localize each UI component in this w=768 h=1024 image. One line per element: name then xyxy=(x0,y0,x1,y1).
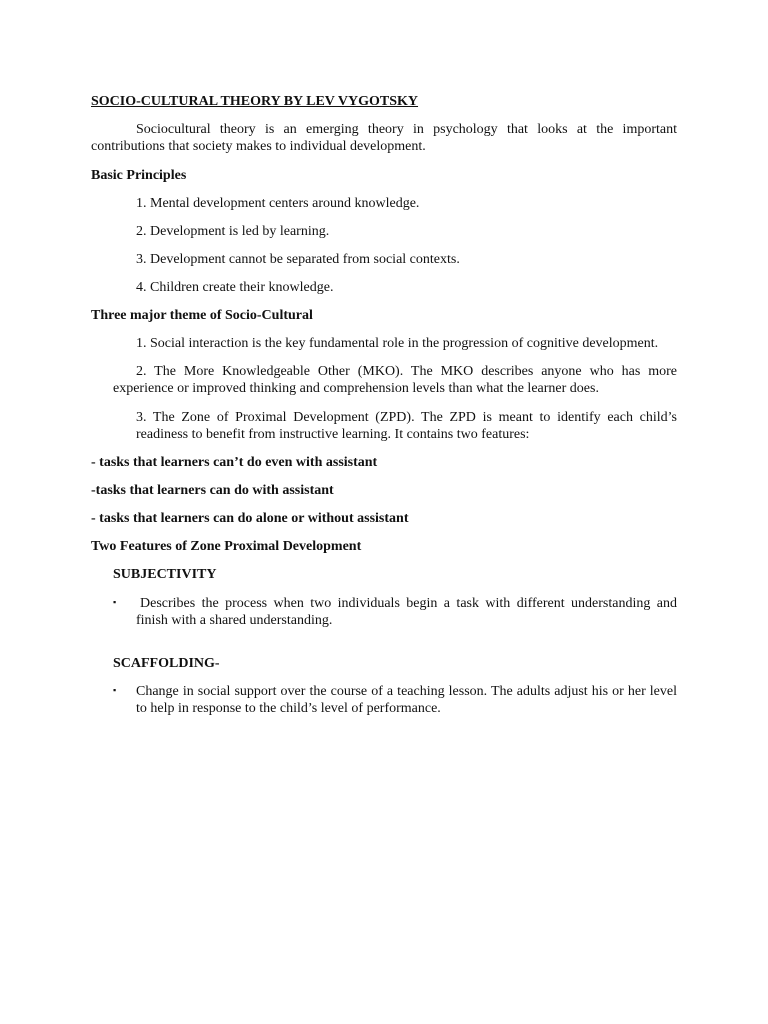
square-bullet-icon: ▪ xyxy=(113,597,117,607)
principle-item: 3. Development cannot be separated from social contexts. xyxy=(136,252,460,267)
theme-item-2: 2. The More Knowledgeable Other (MKO). The MKO describes anyone who has more experience or improved thinking and comprehension levels than what the learner does. xyxy=(113,364,677,396)
task-item: - tasks that learners can do alone or without assistant xyxy=(91,511,409,526)
theme-item-1: 1. Social interaction is the key fundamental role in the progression of cognitive development. xyxy=(136,336,659,351)
task-item: -tasks that learners can do with assistant xyxy=(91,483,334,498)
zpd-features-heading: Two Features of Zone Proximal Development xyxy=(91,539,362,554)
principle-item: 2. Development is led by learning. xyxy=(136,224,330,239)
task-item: - tasks that learners can’t do even with assistant xyxy=(91,455,378,470)
basic-principles-heading: Basic Principles xyxy=(91,168,187,183)
document-title: SOCIO-CULTURAL THEORY BY LEV VYGOTSKY xyxy=(91,94,419,109)
subjectivity-description: Describes the process when two individuals begin a task with different understanding and finish with a shared understanding. xyxy=(136,596,677,628)
intro-paragraph: Sociocultural theory is an emerging theory in psychology that looks at the important contributions that society makes to individual development. xyxy=(91,122,677,154)
subjectivity-label: SUBJECTIVITY xyxy=(113,567,217,582)
theme-item-3: 3. The Zone of Proximal Development (ZPD). The ZPD is meant to identify each child’s readiness to benefit from instructive learning. It contains two features: xyxy=(136,410,677,442)
scaffolding-label: SCAFFOLDING- xyxy=(113,656,220,671)
square-bullet-icon: ▪ xyxy=(113,685,117,695)
principle-item: 1. Mental development centers around knowledge. xyxy=(136,196,420,211)
scaffolding-description: Change in social support over the course of a teaching lesson. The adults adjust his or her level to help in response to the child’s level of performance. xyxy=(136,684,677,716)
principle-item: 4. Children create their knowledge. xyxy=(136,280,334,295)
themes-heading: Three major theme of Socio-Cultural xyxy=(91,308,313,323)
